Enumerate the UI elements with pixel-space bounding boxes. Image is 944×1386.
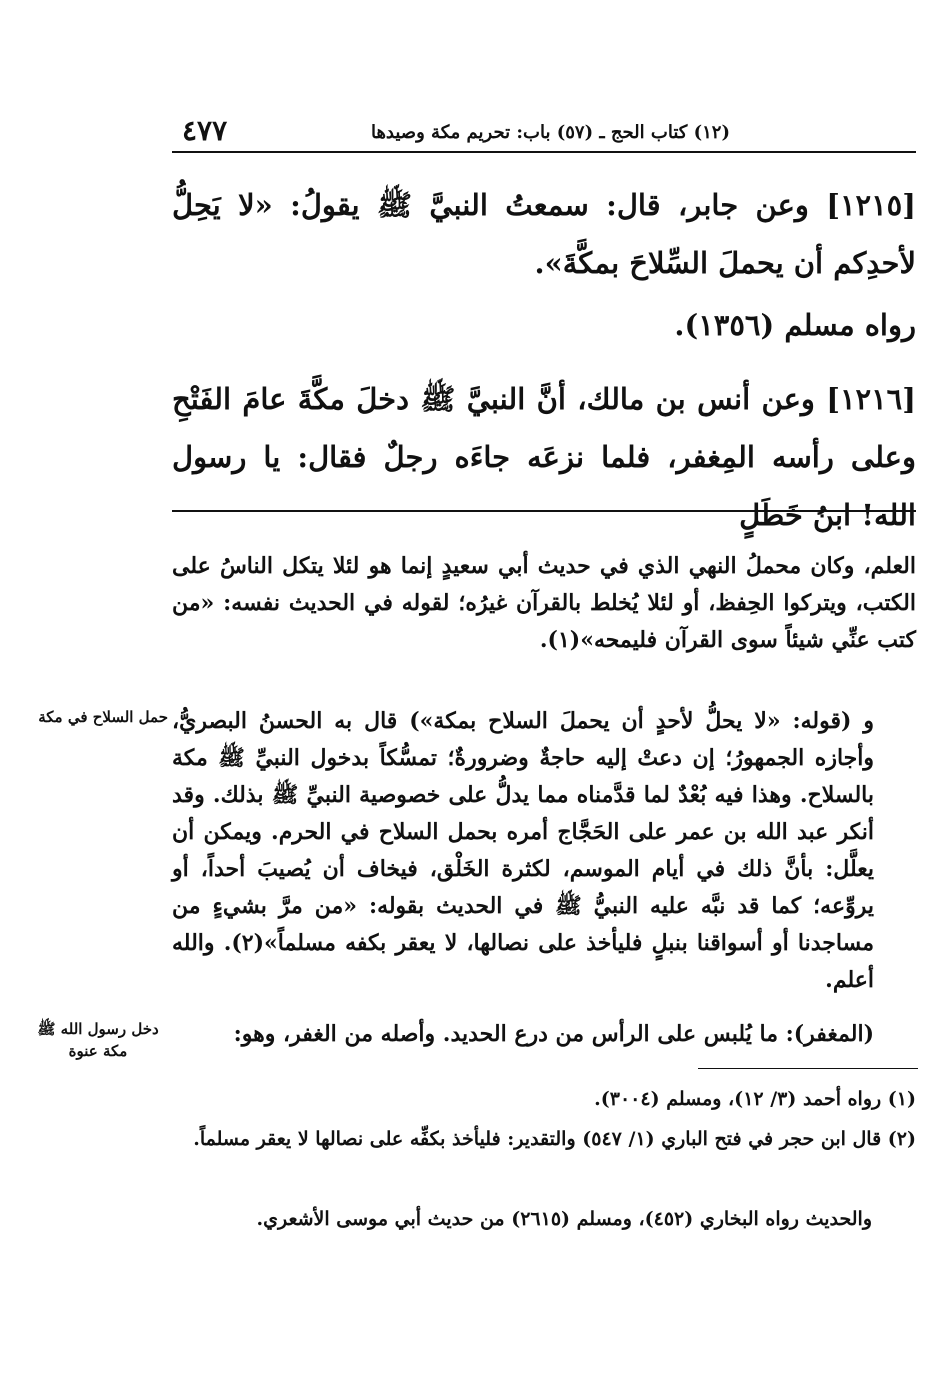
footnote-1: (١) رواه أحمد (٣/ ١٢)، ومسلم (٣٠٠٤).: [594, 1088, 916, 1110]
page-number: ٤٧٧: [182, 114, 228, 147]
commentary-paragraph-2: و (قوله: «لا يحلُّ لأحدٍ أن يحملَ السلاح بمكة») قال به الحسنُ البصريُّ، وأجازه الجمهورُ؛ إن دعتْ إليه حاجةٌ وضرورةٌ؛ تمسُّكاً بدخول النبيِّ ﷺ مكة بالسلاح. وهذا فيه بُعْدٌ لما قدَّمناه مما يدلُّ على خصوصية النبيِّ ﷺ بذلك. وقد أنكر عبد الله بن عمر على الحَجَّاج أمره بحمل السلاح في الحرم. ويمكن أن يعلَّل: بأنَّ ذلك في أيام الموسم، لكثرة الخَلْق، فيخاف أن يُصيبَ أحداً، أو يروِّعه؛ كما قد نبَّه عليه النبيُّ ﷺ في الحديث بقوله: «من مرَّ بشيءٍ من مساجدنا أو أسواقنا بنبلٍ فليأخذ على نصالها، لا يعقر بكفه مسلماً»(٢). والله أعلم.: [172, 708, 875, 993]
margin-note-conquest-of-mecca: دخل رسول الله ﷺ مكة عنوة: [37, 1020, 159, 1060]
footnote-2-continuation: والحديث رواه البخاري (٤٥٢)، ومسلم (٢٦١٥) من حديث أبي موسى الأشعري.: [256, 1208, 872, 1230]
hadith-1215-text: [١٢١٥] وعن جابر، قال: سمعتُ النبيَّ ﷺ يقولُ: «لا يَحِلُّ لأحدِكم أن يحملَ السِّلاحَ بمكَّةَ».: [172, 188, 916, 280]
hadith-1215-narration: رواه مسلم (١٣٥٦).: [674, 308, 916, 342]
main-text-divider: [172, 510, 916, 512]
footnote-2: (٢) قال ابن حجر في فتح الباري (١/ ٥٤٧) والتقدير: فليأخذ بكفِّه على نصالها لا يعقر مسلماً.: [193, 1128, 916, 1150]
footnote-divider: [698, 1068, 918, 1069]
commentary-paragraph-3: (المغفر): ما يُلبس على الرأس من درع الحديد. وأصله من الغفر، وهو:: [233, 1021, 874, 1047]
commentary-paragraph-1: العلم، وكان محملُ النهي الذي في حديث أبي سعيدٍ إنما هو لئلا يتكل الناسُ على الكتب، ويتركوا الحِفظ، أو لئلا يُخلط بالقرآن غيرُه؛ لقوله في الحديث نفسه: «من كتب عنِّي شيئاً سوى القرآن فليمحه»(١).: [172, 553, 916, 653]
header-divider: [172, 151, 916, 153]
hadith-1216-text: [١٢١٦] وعن أنس بن مالك، أنَّ النبيَّ ﷺ دخلَ مكَّةَ عامَ الفَتْحِ وعلى رأسه المِغفر، فلما نزعَه جاءَه رجلٌ فقال: يا رسول الله! ابنُ خَطَلٍ: [172, 382, 916, 532]
running-title: (١٢) كتاب الحج ـ (٥٧) باب: تحريم مكة وصيدها: [370, 122, 730, 143]
margin-note-carrying-weapons: حمل السلاح في مكة: [38, 708, 168, 726]
page-header: [172, 108, 916, 148]
